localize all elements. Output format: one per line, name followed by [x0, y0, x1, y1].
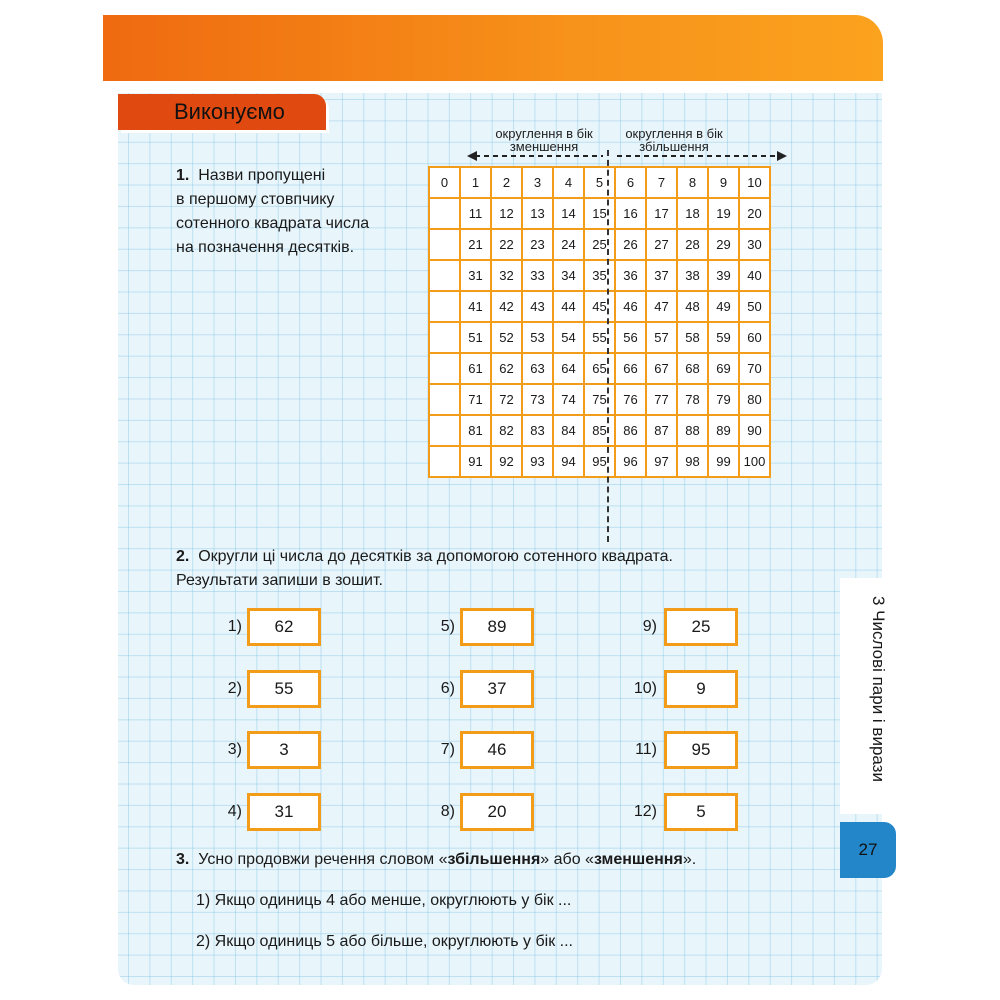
empty-tens-cell	[429, 384, 460, 415]
hundred-square-cell: 68	[677, 353, 708, 384]
hundred-square-cell: 8	[677, 167, 708, 198]
hundred-square-cell: 92	[491, 446, 522, 477]
hint-decrease: округлення в бік зменшення	[495, 126, 593, 154]
page-number: 27	[840, 822, 896, 878]
task3-word-increase: збільшення	[447, 851, 541, 868]
hundred-square-cell: 90	[739, 415, 770, 446]
item-label: 11)	[635, 741, 657, 758]
empty-tens-cell	[429, 353, 460, 384]
hundred-square-cell: 6	[615, 167, 646, 198]
hundred-square-cell: 37	[646, 260, 677, 291]
hundred-square-cell: 11	[460, 198, 491, 229]
hint-increase: округлення в бік збільшення	[625, 126, 723, 154]
hundred-square-cell: 33	[522, 260, 553, 291]
hundred-square-cell: 1	[460, 167, 491, 198]
hundred-square-cell: 2	[491, 167, 522, 198]
number-box: 95	[664, 731, 738, 769]
hundred-square-row	[429, 229, 770, 260]
hundred-square-cell: 66	[615, 353, 646, 384]
hundred-square-cell: 97	[646, 446, 677, 477]
hundred-square-row	[429, 291, 770, 322]
hundred-square-cell: 22	[491, 229, 522, 260]
hundred-square-cell: 47	[646, 291, 677, 322]
hundred-square-cell: 54	[553, 322, 584, 353]
task1-number: 1.	[176, 167, 190, 184]
hundred-square-cell: 89	[708, 415, 739, 446]
task2-line1: Округли ці числа до десятків за допомогою сотенного квадрата.	[198, 548, 673, 565]
hundred-square-cell: 12	[491, 198, 522, 229]
hundred-square-cell: 10	[739, 167, 770, 198]
task2-number: 2.	[176, 548, 190, 565]
item-label: 4)	[227, 803, 242, 820]
hundred-square-cell: 87	[646, 415, 677, 446]
hundred-square-cell: 55	[584, 322, 615, 353]
task1-line: в першому стовпчику	[176, 191, 335, 208]
hundred-square-cell: 41	[460, 291, 491, 322]
hundred-square-cell: 49	[708, 291, 739, 322]
hundred-square-row	[429, 260, 770, 291]
hundred-square-cell: 83	[522, 415, 553, 446]
task1-line: Назви пропущені	[198, 167, 326, 184]
hundred-square-cell: 50	[739, 291, 770, 322]
item-label: 2)	[227, 680, 242, 697]
chapter-side-tab	[840, 578, 896, 814]
hundred-square-cell: 80	[739, 384, 770, 415]
hundred-square-cell: 32	[491, 260, 522, 291]
hundred-square-cell: 99	[708, 446, 739, 477]
hundred-square-cell: 23	[522, 229, 553, 260]
number-box: 20	[460, 793, 534, 831]
hundred-square-cell: 85	[584, 415, 615, 446]
hundred-square-cell: 0	[429, 167, 460, 198]
hundred-square-cell: 96	[615, 446, 646, 477]
hundred-square-cell: 13	[522, 198, 553, 229]
hundred-square-row	[429, 198, 770, 229]
number-box: 25	[664, 608, 738, 646]
hundred-square-cell: 14	[553, 198, 584, 229]
hundred-square-cell: 51	[460, 322, 491, 353]
hundred-square-cell: 61	[460, 353, 491, 384]
number-box: 37	[460, 670, 534, 708]
hundred-square-cell: 63	[522, 353, 553, 384]
hundred-square-cell: 93	[522, 446, 553, 477]
hundred-square-cell: 48	[677, 291, 708, 322]
number-box: 5	[664, 793, 738, 831]
hundred-square-table	[428, 166, 771, 478]
hundred-square-cell: 98	[677, 446, 708, 477]
task3-intro-mid: » або «	[540, 851, 594, 868]
number-box: 3	[247, 731, 321, 769]
hundred-square-cell: 58	[677, 322, 708, 353]
hundred-square-cell: 31	[460, 260, 491, 291]
task3-intro-after: ».	[682, 851, 697, 868]
hundred-square-row	[429, 322, 770, 353]
hundred-square-cell: 28	[677, 229, 708, 260]
hundred-square-cell: 45	[584, 291, 615, 322]
item-label: 3)	[227, 741, 242, 758]
hundred-square-cell: 30	[739, 229, 770, 260]
hundred-square-cell: 3	[522, 167, 553, 198]
hundred-square-cell: 15	[584, 198, 615, 229]
hundred-square-cell: 94	[553, 446, 584, 477]
hundred-square-cell: 5	[584, 167, 615, 198]
hundred-square-cell: 52	[491, 322, 522, 353]
hundred-square-cell: 4	[553, 167, 584, 198]
empty-tens-cell	[429, 322, 460, 353]
task3-line2: 2) Якщо одиниць 5 або більше, округлюють у бік ...	[196, 933, 573, 950]
hundred-square-cell: 60	[739, 322, 770, 353]
number-box: 62	[247, 608, 321, 646]
hundred-square-cell: 95	[584, 446, 615, 477]
number-box: 46	[460, 731, 534, 769]
hundred-square-cell: 82	[491, 415, 522, 446]
section-title: Виконуємо	[174, 99, 285, 124]
item-label: 5)	[440, 618, 455, 635]
hundred-square-cell: 38	[677, 260, 708, 291]
hundred-square-cell: 18	[677, 198, 708, 229]
hundred-square-cell: 73	[522, 384, 553, 415]
hundred-square-cell: 42	[491, 291, 522, 322]
number-box: 31	[247, 793, 321, 831]
empty-tens-cell	[429, 291, 460, 322]
task2-line2: Результати запиши в зошит.	[176, 572, 383, 589]
hundred-square-cell: 76	[615, 384, 646, 415]
hundred-square-cell: 21	[460, 229, 491, 260]
empty-tens-cell	[429, 415, 460, 446]
number-box: 89	[460, 608, 534, 646]
hundred-square-cell: 75	[584, 384, 615, 415]
hundred-square-cell: 88	[677, 415, 708, 446]
task3-line1: 1) Якщо одиниць 4 або менше, округлюють у бік ...	[196, 892, 572, 909]
task1-line: сотенного квадрата числа	[176, 215, 370, 232]
hundred-square-cell: 71	[460, 384, 491, 415]
hundred-square-row	[429, 384, 770, 415]
hundred-square-cell: 43	[522, 291, 553, 322]
hundred-square-cell: 24	[553, 229, 584, 260]
hundred-square-cell: 100	[739, 446, 770, 477]
hundred-square-cell: 56	[615, 322, 646, 353]
rounding-arrows	[465, 148, 795, 164]
empty-tens-cell	[429, 229, 460, 260]
hundred-square-cell: 74	[553, 384, 584, 415]
number-box: 9	[664, 670, 738, 708]
hundred-square-cell: 35	[584, 260, 615, 291]
hundred-square-cell: 39	[708, 260, 739, 291]
item-label: 10)	[633, 680, 657, 697]
hundred-square-cell: 78	[677, 384, 708, 415]
hundred-square-cell: 72	[491, 384, 522, 415]
empty-tens-cell	[429, 446, 460, 477]
hundred-square-cell: 9	[708, 167, 739, 198]
task3-number: 3.	[176, 851, 190, 868]
hundred-square-cell: 79	[708, 384, 739, 415]
hundred-square-cell: 20	[739, 198, 770, 229]
hundred-square-cell: 27	[646, 229, 677, 260]
hundred-square-cell: 46	[615, 291, 646, 322]
hundred-square-cell: 7	[646, 167, 677, 198]
item-label: 1)	[227, 618, 242, 635]
hundred-square-cell: 29	[708, 229, 739, 260]
hundred-square-cell: 84	[553, 415, 584, 446]
task3-text	[176, 848, 696, 872]
empty-tens-cell	[429, 260, 460, 291]
item-label: 8)	[440, 803, 455, 820]
task1-text	[176, 164, 369, 260]
hundred-square-cell: 26	[615, 229, 646, 260]
hundred-square-cell: 17	[646, 198, 677, 229]
hundred-square-cell: 69	[708, 353, 739, 384]
task1-line: на позначення десятків.	[176, 239, 355, 256]
hundred-square-cell: 40	[739, 260, 770, 291]
hundred-square-cell: 36	[615, 260, 646, 291]
hundred-square-cell: 67	[646, 353, 677, 384]
item-label: 12)	[633, 803, 657, 820]
section-title-tab	[118, 94, 326, 130]
chapter-title: 3 Числові пари і вирази	[869, 596, 888, 782]
top-header-band	[103, 15, 883, 81]
hundred-square-cell: 19	[708, 198, 739, 229]
hundred-square-cell: 57	[646, 322, 677, 353]
empty-tens-cell	[429, 198, 460, 229]
hundred-square-cell: 77	[646, 384, 677, 415]
hundred-square-row	[429, 446, 770, 477]
hundred-square-row	[429, 415, 770, 446]
task3-intro-before: Усно продовжи речення словом «	[198, 851, 448, 868]
hundred-square-cell: 34	[553, 260, 584, 291]
item-label: 9)	[642, 618, 657, 635]
hundred-square-cell: 16	[615, 198, 646, 229]
hundred-square-row	[429, 167, 770, 198]
hundred-square-cell: 64	[553, 353, 584, 384]
task3-word-decrease: зменшення	[593, 851, 683, 868]
hundred-square-cell: 86	[615, 415, 646, 446]
hundred-square-cell: 70	[739, 353, 770, 384]
hundred-square-cell: 62	[491, 353, 522, 384]
item-label: 7)	[440, 741, 455, 758]
hundred-square-cell: 81	[460, 415, 491, 446]
hundred-square-cell: 53	[522, 322, 553, 353]
hundred-square-cell: 91	[460, 446, 491, 477]
hundred-square-cell: 59	[708, 322, 739, 353]
number-box: 55	[247, 670, 321, 708]
hundred-square-cell: 44	[553, 291, 584, 322]
task2-text	[176, 545, 673, 593]
item-label: 6)	[440, 680, 455, 697]
rounding-divider-line	[607, 150, 609, 542]
hundred-square-row	[429, 353, 770, 384]
hundred-square-cell: 25	[584, 229, 615, 260]
hundred-square-cell: 65	[584, 353, 615, 384]
